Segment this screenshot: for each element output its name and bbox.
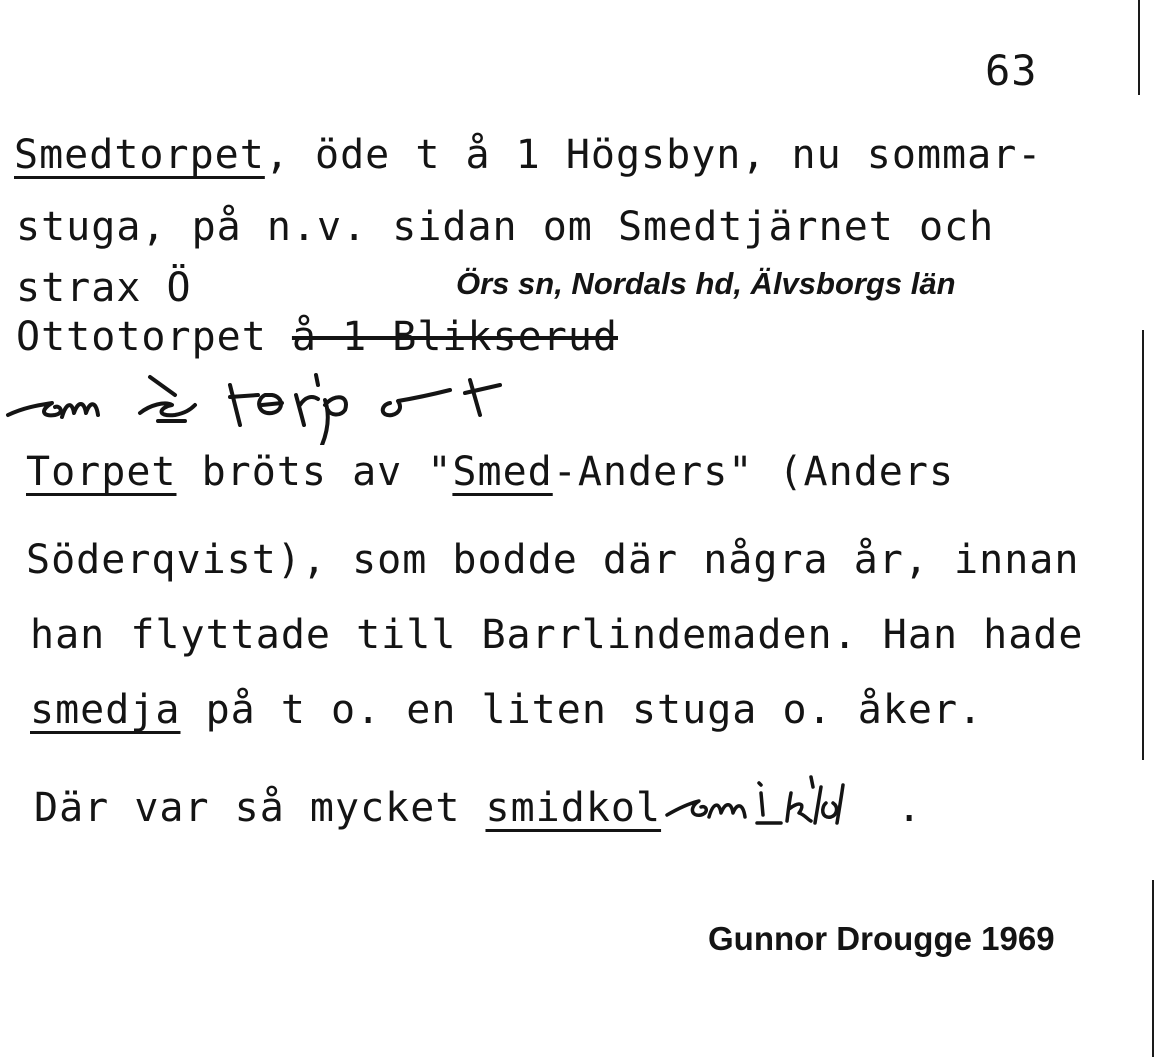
struck-text: å 1 Blikserud bbox=[291, 314, 618, 360]
paragraph-line-4-text: på t o. en liten stuga o. åker. bbox=[180, 687, 984, 733]
place-name: Smedtorpet bbox=[14, 132, 265, 178]
paragraph-line-1-text: bröts av " bbox=[176, 449, 453, 495]
paragraph-line-4 bbox=[30, 687, 984, 733]
entry-line-1 bbox=[14, 132, 1043, 178]
word-smed: Smed bbox=[452, 449, 553, 495]
word-smedja: smedja bbox=[30, 687, 181, 733]
paragraph-line-2: Söderqvist), som bodde där några år, innan bbox=[26, 537, 1080, 583]
entry-line-2: stuga, på n.v. sidan om Smedtjärnet och bbox=[16, 204, 995, 250]
entry-line-4-text: Ottotorpet bbox=[16, 314, 267, 360]
handwritten-smidkol bbox=[661, 773, 897, 833]
paragraph-line-1-rest: -Anders" (Anders bbox=[552, 449, 955, 495]
entry-line-4 bbox=[16, 314, 618, 360]
paragraph-line-5 bbox=[34, 773, 922, 833]
paragraph-line-5-end: . bbox=[897, 785, 923, 831]
paragraph-line-1 bbox=[26, 449, 955, 495]
page-number: 63 bbox=[985, 46, 1038, 95]
handwritten-pronunciation bbox=[0, 355, 560, 445]
location-stamp: Örs sn, Nordals hd, Älvsborgs län bbox=[456, 266, 956, 301]
entry-line-3: strax Ö bbox=[16, 265, 192, 311]
entry-line-1-text: , öde t å 1 Högsbyn, nu sommar- bbox=[264, 132, 1043, 178]
card-edge-bottom bbox=[1152, 880, 1154, 1057]
signature-stamp: Gunnor Drougge 1969 bbox=[708, 920, 1055, 957]
word-smidkol: smidkol bbox=[485, 785, 662, 831]
word-torpet: Torpet bbox=[26, 449, 177, 495]
paragraph-line-3: han flyttade till Barrlindemaden. Han hade bbox=[30, 612, 1084, 658]
card-edge-top bbox=[1138, 0, 1140, 95]
paragraph-line-5-text: Där var så mycket bbox=[34, 785, 486, 831]
card-edge-middle bbox=[1142, 330, 1144, 760]
